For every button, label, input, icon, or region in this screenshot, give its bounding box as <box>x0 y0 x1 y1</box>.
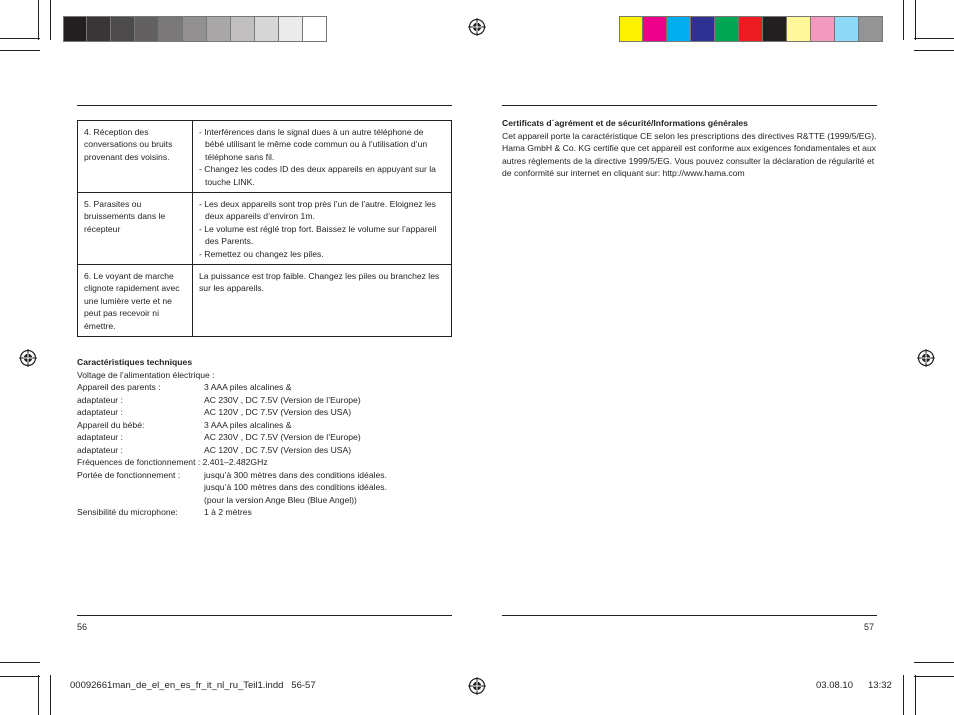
solution-item: - Changez les codes ID des deux appareils en appuyant sur la touche LINK. <box>199 164 436 187</box>
crop-mark <box>915 0 916 40</box>
cmyk-color-bar <box>619 16 883 42</box>
cert-paragraph: Cet appareil porte la caractéristique CE selon les prescriptions des directives R&TTE (1999/5/EG). <box>502 130 877 141</box>
slug-time: 13:32 <box>868 680 892 691</box>
crop-mark <box>0 38 40 39</box>
crop-mark <box>914 38 954 39</box>
spec-value: AC 230V , DC 7.5V (Version de l’Europe) <box>204 394 361 405</box>
spec-value: (pour la version Ange Bleu (Blue Angel)) <box>204 494 357 505</box>
footer-rule <box>502 615 877 616</box>
technical-specs <box>77 356 457 519</box>
color-swatch <box>691 17 715 41</box>
crop-mark <box>903 675 904 715</box>
spec-value: jusqu’à 300 mètres dans des conditions idéales. <box>204 469 387 480</box>
footer-rule <box>77 615 452 616</box>
header-rule <box>77 105 452 106</box>
crop-mark <box>50 675 51 715</box>
color-swatch <box>159 17 183 41</box>
spec-row <box>77 419 457 432</box>
color-swatch <box>859 17 883 41</box>
color-swatch <box>87 17 111 41</box>
crop-mark <box>914 676 954 677</box>
color-swatch <box>835 17 859 41</box>
crop-mark <box>915 675 916 715</box>
color-swatch <box>643 17 667 41</box>
registration-mark-icon <box>468 18 486 36</box>
color-swatch <box>183 17 207 41</box>
color-swatch <box>715 17 739 41</box>
spec-label: Portée de fonctionnement : <box>77 469 181 480</box>
color-swatch <box>63 17 87 41</box>
problem-cell: 5. Parasites ou bruissements dans le récepteur <box>78 193 193 265</box>
solution-item: La puissance est trop faible. Changez les piles ou branchez les sur les appareils. <box>199 271 440 294</box>
color-swatch <box>667 17 691 41</box>
certificates-section <box>502 117 880 180</box>
spec-value: AC 230V , DC 7.5V (Version de l’Europe) <box>204 432 361 442</box>
table-row <box>78 121 452 193</box>
spec-label: Appareil du bébé: <box>77 419 145 430</box>
color-swatch <box>135 17 159 41</box>
header-rule <box>502 105 877 106</box>
color-swatch <box>739 17 763 41</box>
color-swatch <box>255 17 279 41</box>
crop-mark <box>903 0 904 40</box>
color-swatch <box>303 17 327 41</box>
color-swatch <box>279 17 303 41</box>
spec-value: AC 120V , DC 7.5V (Version des USA) <box>204 444 352 455</box>
problem-cell: 6. Le voyant de marche clignote rapidement avec une lumière verte et ne peut pas recevoir ni émettre. <box>78 265 193 337</box>
frequency-line: Fréquences de fonctionnement : 2.401–2.482GHz <box>77 457 268 467</box>
spec-value: jusqu’à 100 mètres dans des conditions idéales. <box>204 482 387 492</box>
solution-item: - Remettez ou changez les piles. <box>199 248 324 259</box>
crop-mark <box>0 662 40 663</box>
registration-mark-icon <box>468 677 486 695</box>
spec-row <box>77 444 457 457</box>
spec-row <box>77 394 457 407</box>
crop-mark <box>0 50 40 51</box>
cert-heading: Certificats d´agrément et de sécurité/Informations générales <box>502 118 748 128</box>
spec-row <box>77 406 457 419</box>
solution-cell <box>193 121 452 193</box>
color-swatch <box>111 17 135 41</box>
table-row <box>78 193 452 265</box>
spec-value: 1 à 2 mètres <box>204 507 252 517</box>
solution-item: - Les deux appareils sont trop près l’un de l’autre. Eloignez les deux appareils d’environ 1m. <box>199 199 436 222</box>
slug-date: 03.08.10 <box>816 680 853 691</box>
registration-mark-icon <box>19 349 37 367</box>
crop-mark <box>0 676 40 677</box>
solution-cell <box>193 193 452 265</box>
color-swatch <box>231 17 255 41</box>
crop-mark <box>50 0 51 40</box>
spec-value: 3 AAA piles alcalines & <box>204 419 292 430</box>
color-swatch <box>207 17 231 41</box>
spec-label: adaptateur : <box>77 444 123 455</box>
spec-row <box>77 431 457 444</box>
page-number-left: 56 <box>77 622 88 632</box>
registration-mark-icon <box>917 349 935 367</box>
table-row <box>78 265 452 337</box>
crop-mark <box>38 0 39 40</box>
spec-label: adaptateur : <box>77 407 123 417</box>
spec-label: Appareil des parents : <box>77 382 161 392</box>
color-swatch <box>619 17 643 41</box>
problem-cell: 4. Réception des conversations ou bruits provenant des voisins. <box>78 121 193 193</box>
cert-paragraph: Hama GmbH & Co. KG certifie que cet appareil est conforme aux exigences fondamentales et aux autres règlements de la directive 1999/5/EG. Vous pouvez consulter la déclaration de régularité et de conformité sur internet en cliquant sur: http://www.hama.com <box>502 143 877 178</box>
crop-mark <box>914 662 954 663</box>
solution-item: - Le volume est réglé trop fort. Baissez le volume sur l’appareil des Parents. <box>199 223 437 247</box>
page-number-right: 57 <box>864 622 875 632</box>
specs-heading: Caractéristiques techniques <box>77 357 193 367</box>
solution-cell <box>193 265 452 337</box>
spec-label: Sensibilité du microphone: <box>77 507 178 517</box>
spec-row <box>77 381 457 394</box>
spec-row <box>77 506 457 519</box>
grayscale-color-bar <box>63 16 327 42</box>
power-heading: Voltage de l’alimentation électrique : <box>77 369 215 380</box>
troubleshooting-table <box>77 120 452 337</box>
slug-filename: 00092661man_de_el_en_es_fr_it_nl_ru_Teil1.indd 56-57 <box>70 680 316 691</box>
spec-value: AC 120V , DC 7.5V (Version des USA) <box>204 407 352 417</box>
color-swatch <box>763 17 787 41</box>
color-swatch <box>787 17 811 41</box>
spec-row <box>77 469 457 482</box>
spec-value: 3 AAA piles alcalines & <box>204 382 292 392</box>
color-swatch <box>811 17 835 41</box>
crop-mark <box>38 675 39 715</box>
spec-label: adaptateur : <box>77 394 123 405</box>
spec-label: adaptateur : <box>77 432 123 442</box>
crop-mark <box>914 50 954 51</box>
solution-item: - Interférences dans le signal dues à un autre téléphone de bébé utilisant le même code commun ou à l’utilisation d’un téléphone sans fil. <box>199 127 428 162</box>
